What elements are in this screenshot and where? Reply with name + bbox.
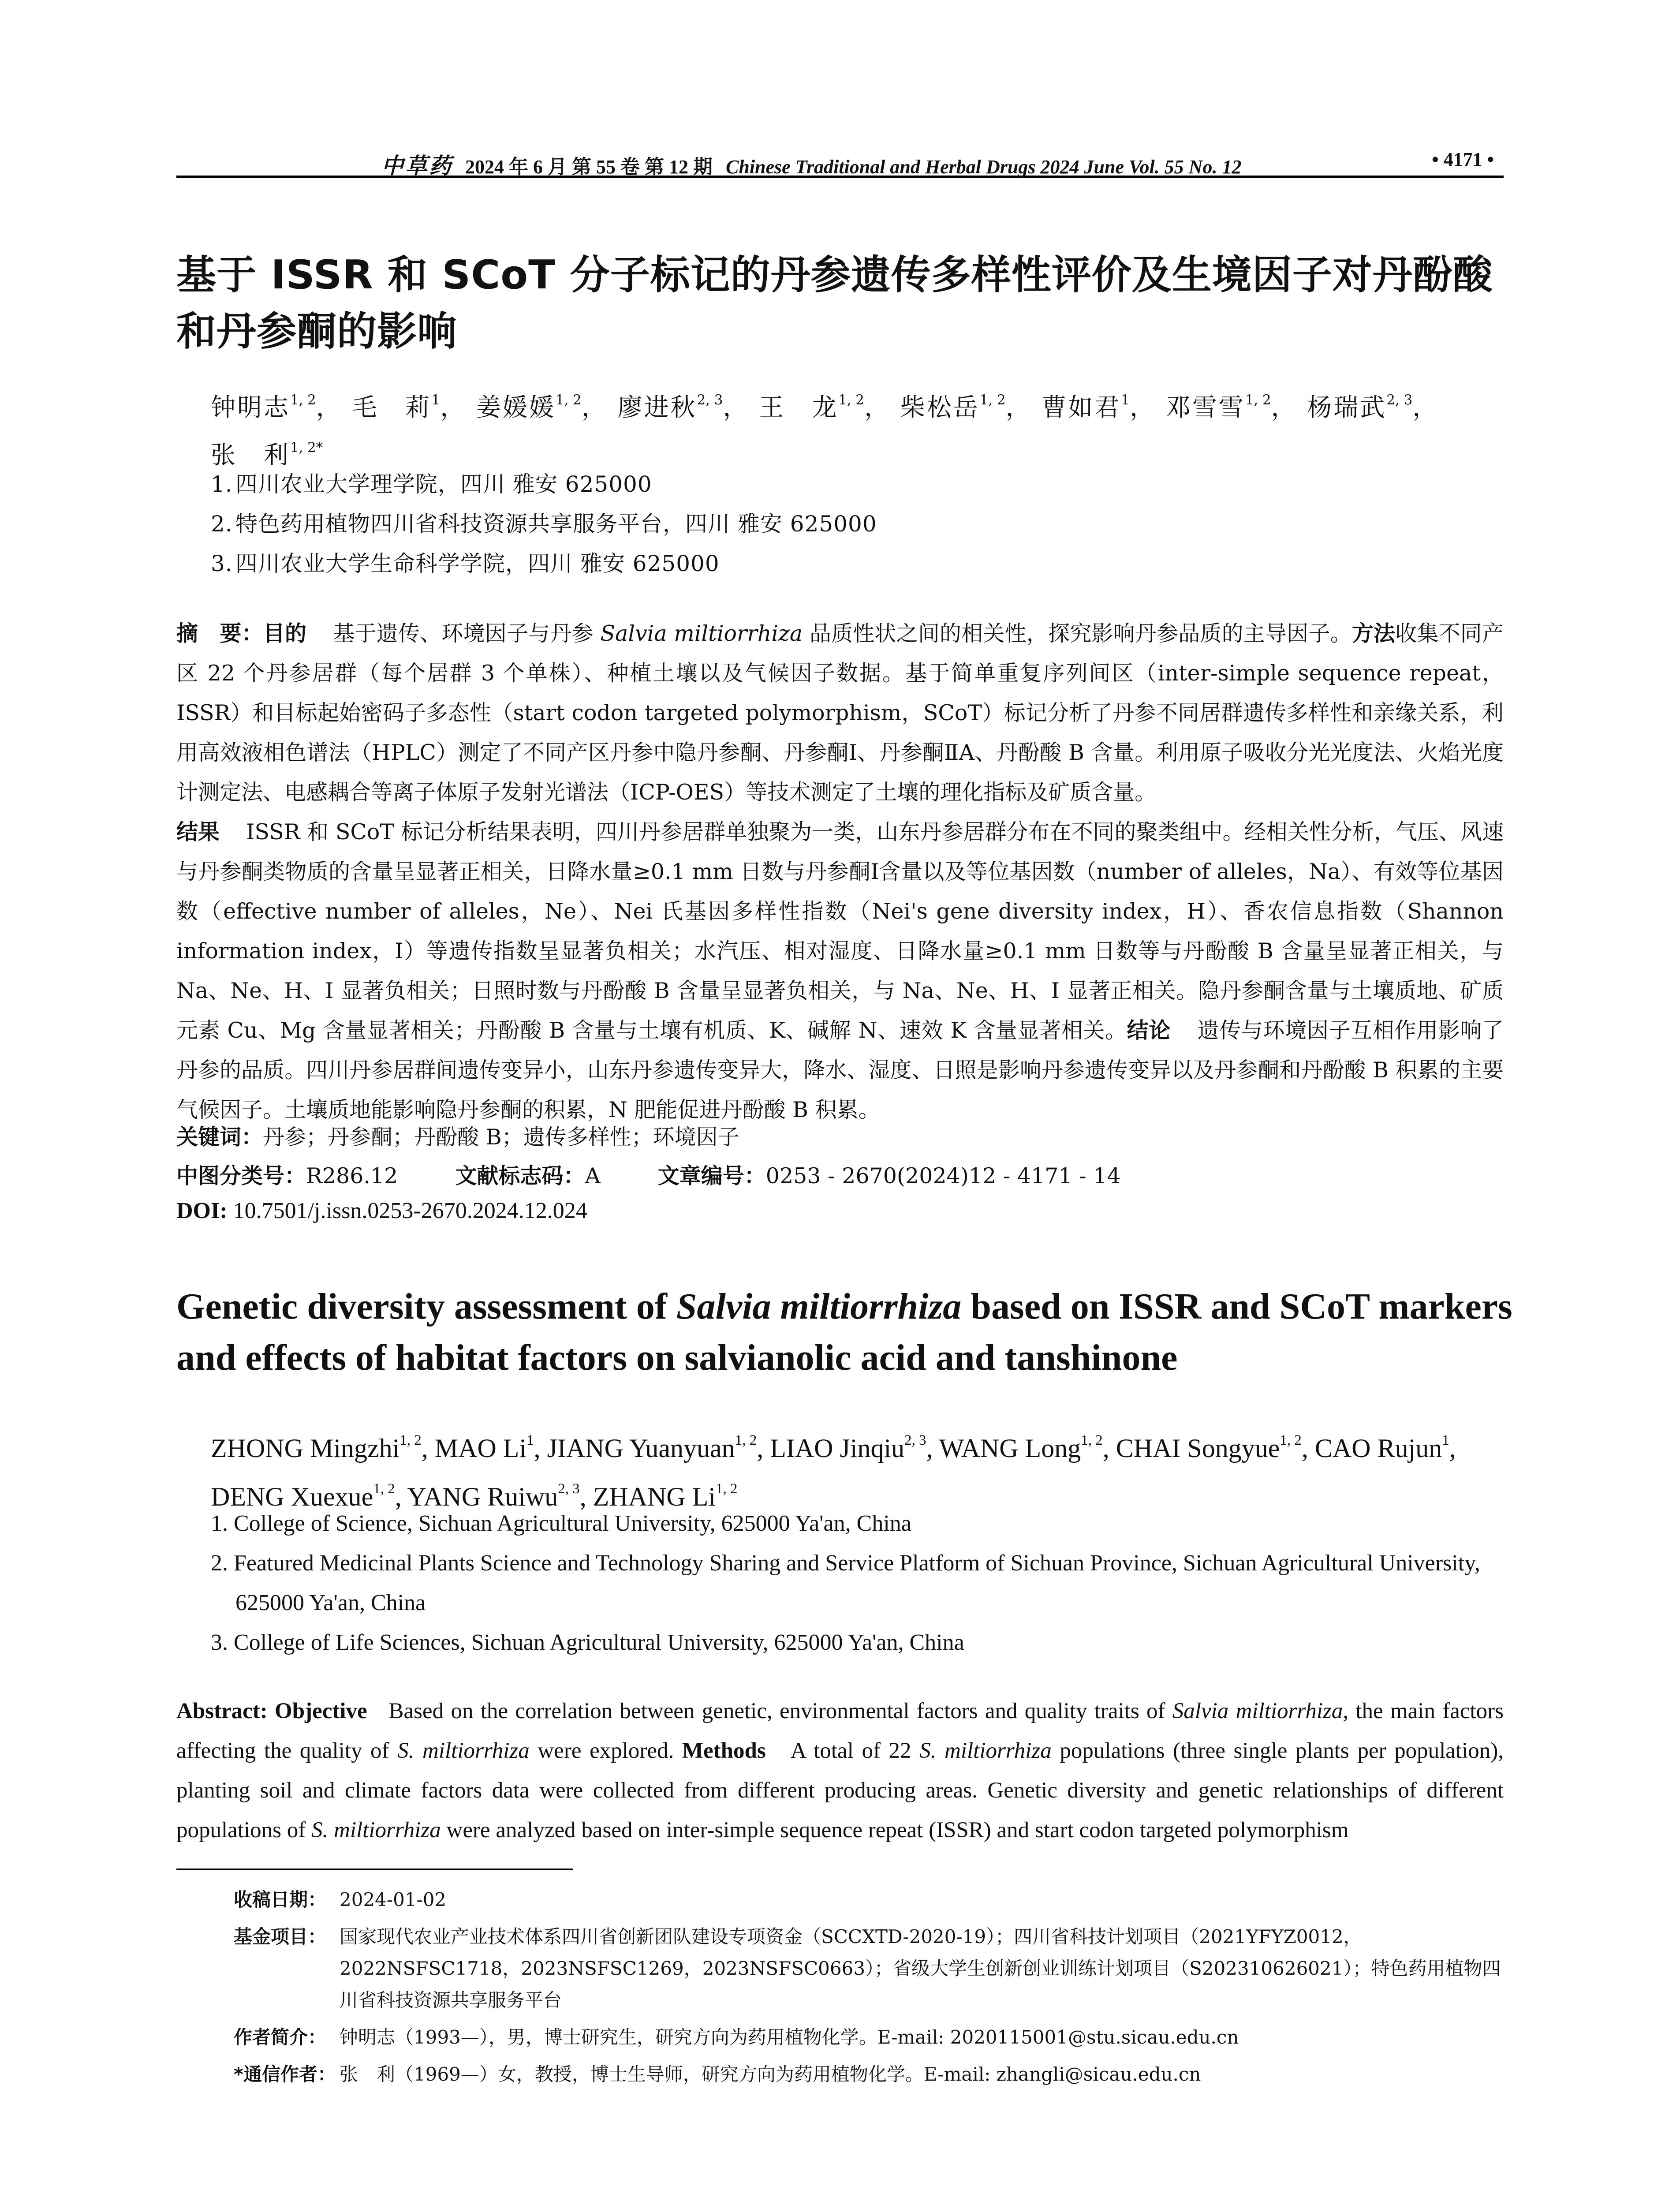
- footnote-divider: [176, 1869, 573, 1870]
- methods-label: 方法: [1351, 621, 1396, 646]
- author-en: ZHONG Mingzhi$^{1, 2}$,: [211, 1432, 435, 1463]
- author-cn: 姜媛媛$^{1, 2}$，: [476, 392, 608, 422]
- running-header: [176, 140, 1504, 178]
- author-en: ZHANG Li$^{1, 2}$: [593, 1481, 738, 1512]
- title-cn: 基于 ISSR 和 SCoT 分子标记的丹参遗传多样性评价及生境因子对丹酚酸和丹参酮的影响: [176, 252, 1493, 355]
- footnote-funding: 基金项目： 国家现代农业产业技术体系四川省创新团队建设专项资金（SCCXTD-2020-19）；四川省科技计划项目（2021YFYZ0012，2022NSFSC1718，2023NSFSC1269，2023NSFSC0663）；省级大学生创新创业训练计划项目（S202310626021）；特色药用植物四川省科技资源共享服务平台: [234, 1926, 1501, 2011]
- author-cn: 钟明志$^{1, 2}$，: [211, 392, 343, 422]
- author-en: DENG Xuexue$^{1, 2}$,: [211, 1481, 407, 1512]
- author-en: MAO Li$^1$,: [434, 1432, 547, 1463]
- classification-line: 中图分类号：R286.12 文献标志码：A 文章编号：0253 - 2670(2024)12 - 4171 - 14: [176, 1163, 1121, 1188]
- author-cn: 曹如君$^1$，: [1042, 392, 1156, 422]
- abstract-en-label: Abstract: Objective: [176, 1699, 367, 1723]
- page-number: • 4171 •: [1432, 149, 1494, 170]
- keywords-cn: 关键词：丹参；丹参酮；丹酚酸 B；遗传多样性；环境因子: [176, 1125, 739, 1150]
- author-en: CAO Rujun$^1$,: [1314, 1432, 1456, 1463]
- issue-cn: 2024 年 6 月 第 55 卷 第 12 期: [465, 156, 713, 178]
- abstract-cn: 摘 要：目的 基于遗传、环境因子与丹参 Salvia miltiorrhiza 品质性状之间的相关性，探究影响丹参品质的主导因子。方法收集不同产区 22 个丹参居群（每个居群 3 个单株）、种植土壤以及气候因子数据。基于简单重复序列间区（inter-simple sequence repeat，ISSR）和目标起始密码子多态性（start codon targeted polymorphism，SCoT）标记分析了丹参不同居群遗传多样性和亲缘关系，利用高效液相色谱法（HPLC）测定了不同产区丹参中隐丹参酮、丹参酮Ⅰ、丹参酮ⅡA、丹酚酸 B 含量。利用原子吸收分光光度法、火焰光度计测定法、电感耦合等离子体原子发射光谱法（ICP-OES）等技术测定了土壤的理化指标及矿质含量。 结果 ISSR 和 SCoT 标记分析结果表明，四川丹参居群单独聚为一类，山东丹参居群分布在不同的聚类组中。经相关性分析，气压、风速与丹参酮类物质的含量呈显著正相关，日降水量≥0.1 mm 日数与丹参酮Ⅰ含量以及等位基因数（number of alleles，Na）、有效等位基因数（effective number of alleles，Ne）、Nei 氏基因多样性指数（Nei's gene diversity index，H）、香农信息指数（Shannon information index，I）等遗传指数呈显著负相关；水汽压、相对湿度、日降水量≥0.1 mm 日数等与丹酚酸 B 含量呈显著正相关，与 Na、Ne、H、I 显著负相关；日照时数与丹酚酸 B 含量呈显著负相关，与 Na、Ne、H、I 显著正相关。隐丹参酮含量与土壤质地、矿质元素 Cu、Mg 含量显著相关；丹酚酸 B 含量与土壤有机质、K、碱解 N、速效 K 含量显著相关。结论 遗传与环境因子互相作用影响了丹参的品质。四川丹参居群间遗传变异小，山东丹参遗传变异大，降水、湿度、日照是影响丹参遗传变异以及丹参酮和丹酚酸 B 积累的主要气候因子。土壤质地能影响隐丹参酮的积累，N 肥能促进丹酚酸 B 积累。: [176, 621, 1504, 1122]
- journal-name-en: Chinese Traditional and Herbal Drugs 2024 June Vol. 55 No. 12: [726, 156, 1242, 178]
- footnotes: [234, 1884, 1512, 2090]
- author-cn: 廖进秋$^{2, 3}$，: [617, 392, 750, 422]
- objective-label: 目的: [263, 621, 307, 646]
- author-en: JIANG Yuanyuan$^{1, 2}$,: [547, 1432, 770, 1463]
- author-cn: 张 利$^{1, 2*}$: [211, 440, 323, 470]
- doi-value[interactable]: 10.7501/j.issn.0253-2670.2024.12.024: [233, 1198, 587, 1223]
- author-cn: 柴松岳$^{1, 2}$，: [900, 392, 1032, 422]
- author-en: LIAO Jinqiu$^{2, 3}$,: [770, 1432, 939, 1463]
- journal-name-cn: 中草药: [381, 153, 453, 178]
- author-cn: 王 龙$^{1, 2}$，: [759, 392, 891, 422]
- footnote-corresponding: *通信作者： 张 利（1969—）女，教授，博士生导师，研究方向为药用植物化学。E-mail: zhangli@sicau.edu.cn: [234, 2063, 1201, 2085]
- footnote-received: 收稿日期： 2024-01-02: [234, 1889, 447, 1910]
- conclusion-label: 结论: [1127, 1018, 1171, 1043]
- header-center: [381, 148, 1241, 180]
- author-cn: 杨瑞武$^{2, 3}$，: [1307, 392, 1439, 422]
- author-cn: 邓雪雪$^{1, 2}$，: [1165, 392, 1298, 422]
- affiliation-cn: 1. 四川农业大学理学院，四川 雅安 625000: [211, 471, 652, 497]
- author-en: WANG Long$^{1, 2}$,: [939, 1432, 1116, 1463]
- author-en: CHAI Songyue$^{1, 2}$,: [1116, 1432, 1315, 1463]
- affiliation-cn: 3. 四川农业大学生命科学学院，四川 雅安 625000: [211, 551, 720, 576]
- footnote-author-bio: 作者简介： 钟明志（1993—），男，博士研究生，研究方向为药用植物化学。E-mail: 2020115001@stu.sicau.edu.cn: [234, 2026, 1239, 2048]
- author-en: YANG Ruiwu$^{2, 3}$,: [407, 1481, 593, 1512]
- affiliation-en: 3. College of Life Sciences, Sichuan Agricultural University, 625000 Ya'an, China: [211, 1630, 964, 1655]
- affiliation-en: 1. College of Science, Sichuan Agricultural University, 625000 Ya'an, China: [211, 1511, 911, 1536]
- abstract-label: 摘 要：: [176, 621, 263, 646]
- title-en: Genetic diversity assessment of Salvia miltiorrhiza based on ISSR and SCoT markers and effects of habitat factors on salvianolic acid and tanshinone: [176, 1286, 1512, 1378]
- affiliation-cn: 2. 特色药用植物四川省科技资源共享服务平台，四川 雅安 625000: [211, 511, 877, 537]
- authors-en: [211, 1420, 1516, 1517]
- authors-cn: [211, 380, 1516, 475]
- methods-en-label: Methods: [682, 1738, 766, 1763]
- doi-line: DOI: 10.7501/j.issn.0253-2670.2024.12.024: [176, 1198, 587, 1223]
- author-cn: 毛 莉$^1$，: [352, 392, 467, 422]
- abstract-en: Abstract: Objective Based on the correlation between genetic, environmental factors and quality traits of Salvia miltiorrhiza, the main factors affecting the quality of S. miltiorrhiza were explored. Methods A total of 22 S. miltiorrhiza populations (three single plants per population), planting soil and climate factors data were collected from different producing areas. Genetic diversity and genetic relationships of different populations of S. miltiorrhiza were analyzed based on inter-simple sequence repeat (ISSR) and start codon targeted polymorphism: [176, 1699, 1504, 1842]
- results-label: 结果: [176, 819, 220, 845]
- affiliation-en: 2. Featured Medicinal Plants Science and Technology Sharing and Service Platform of Sichuan Province, Sichuan Agricultural University, 625000 Ya'an, China: [211, 1551, 1480, 1615]
